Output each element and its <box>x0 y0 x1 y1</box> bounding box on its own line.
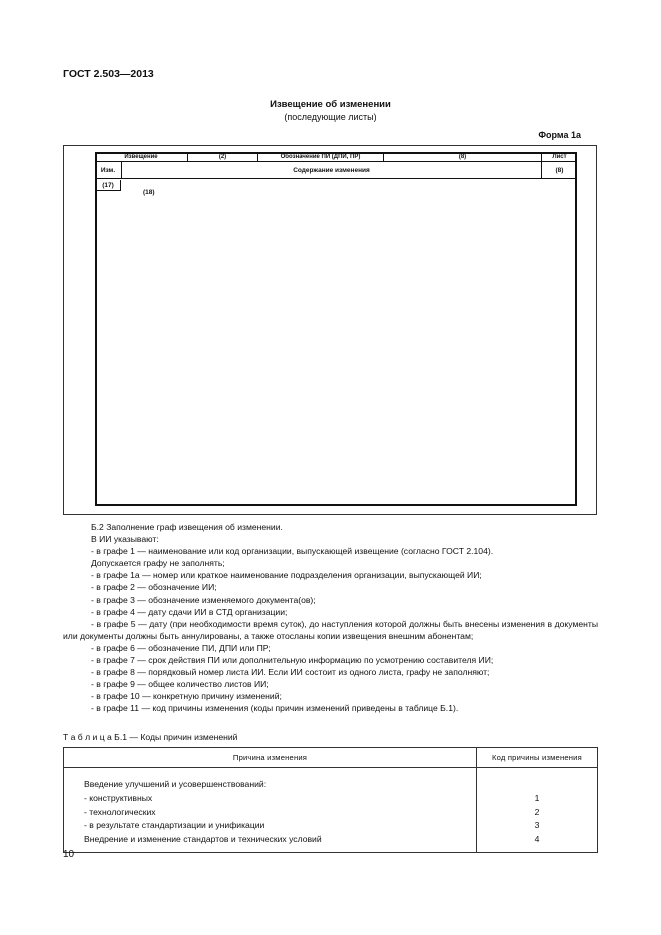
table-row <box>64 806 598 820</box>
paragraph: - в графе 8 — порядковый номер листа ИИ. Если ИИ состоит из одного листа, графу не заполняют; <box>91 667 490 678</box>
paragraph: - в графе 3 — обозначение изменяемого документа(ов); <box>91 594 316 605</box>
table-title: Т а б л и ц а Б.1 — Коды причин изменений <box>63 732 238 742</box>
cell-notice: Извещение <box>95 152 188 161</box>
cell-graph-17: (17) <box>96 180 121 191</box>
paragraph: - в графе 4 — дату сдачи ИИ в СТД организации; <box>91 606 288 617</box>
form-inner-frame <box>95 152 577 506</box>
change-codes-table <box>63 747 598 853</box>
form-content-row <box>95 162 577 179</box>
table-row <box>64 833 598 852</box>
reason-cell: - технологических <box>64 806 477 820</box>
paragraph: В ИИ указывают: <box>91 534 159 545</box>
reason-cell: Внедрение и изменение стандартов и технических условий <box>64 833 477 852</box>
paragraph: - в графе 5 — дату (при необходимости время суток), до наступления которой должны быть внесены изменения в документы или документы должны быть аннулированы, а также отосланы копии извещения внешним абонентам; <box>63 618 598 641</box>
code-cell: 2 <box>477 806 598 820</box>
paragraph: Б.2 Заполнение граф извещения об изменении. <box>91 522 283 532</box>
label-graph-18: (18) <box>143 189 155 196</box>
column-header-reason: Причина изменения <box>64 748 477 768</box>
body-text <box>63 521 598 715</box>
paragraph: - в графе 1 — наименование или код организации, выпускающей извещение (согласно ГОСТ 2.104). <box>91 546 494 557</box>
reason-cell: - в результате стандартизации и унификации <box>64 819 477 833</box>
cell-sheet: Лист <box>552 153 567 160</box>
code-cell: 1 <box>477 792 598 806</box>
paragraph: - в графе 6 — обозначение ПИ, ДПИ или ПР; <box>91 642 271 653</box>
form-title: Извещение об изменении <box>270 99 391 110</box>
form-subtitle: (последующие листы) <box>284 112 377 122</box>
code-cell: 3 <box>477 819 598 833</box>
paragraph: Допускается графу не заполнять; <box>91 558 225 569</box>
cell-content: Содержание изменения <box>122 162 542 178</box>
cell-graph-8: (8) <box>384 152 542 161</box>
table-row <box>64 778 598 792</box>
paragraph: - в графе 11 — код причины изменения (коды причин изменений приведены в таблице Б.1). <box>91 703 459 714</box>
paragraph: - в графе 1а — номер или краткое наименование подразделения организации, выпускающей ИИ; <box>91 570 482 581</box>
reason-cell: - конструктивных <box>64 792 477 806</box>
cell-change: Изм. <box>95 162 122 178</box>
paragraph: - в графе 2 — обозначение ИИ; <box>91 582 217 593</box>
cell-designation: Обозначение ПИ (ДПИ, ПР) <box>258 152 384 161</box>
code-cell: 4 <box>477 833 598 852</box>
paragraph: - в графе 10 — конкретную причину изменений; <box>91 691 282 702</box>
paragraph: - в графе 9 — общее количество листов ИИ; <box>91 679 269 690</box>
document-code: ГОСТ 2.503—2013 <box>63 68 154 80</box>
code-cell <box>477 778 598 792</box>
reason-cell: Введение улучшений и усовершенствований: <box>64 778 477 792</box>
cell-graph-2: (2) <box>188 152 258 161</box>
page-number: 10 <box>63 849 75 860</box>
table-row <box>64 792 598 806</box>
column-header-code: Код причины изменения <box>477 748 598 768</box>
form-header-row <box>95 152 577 162</box>
table-row <box>64 819 598 833</box>
cell-sheet-number: (8) <box>555 166 564 174</box>
form-label: Форма 1а <box>538 130 581 140</box>
paragraph: - в графе 7 — срок действия ПИ или дополнительную информацию по усмотрению составителя ИИ; <box>91 655 494 666</box>
